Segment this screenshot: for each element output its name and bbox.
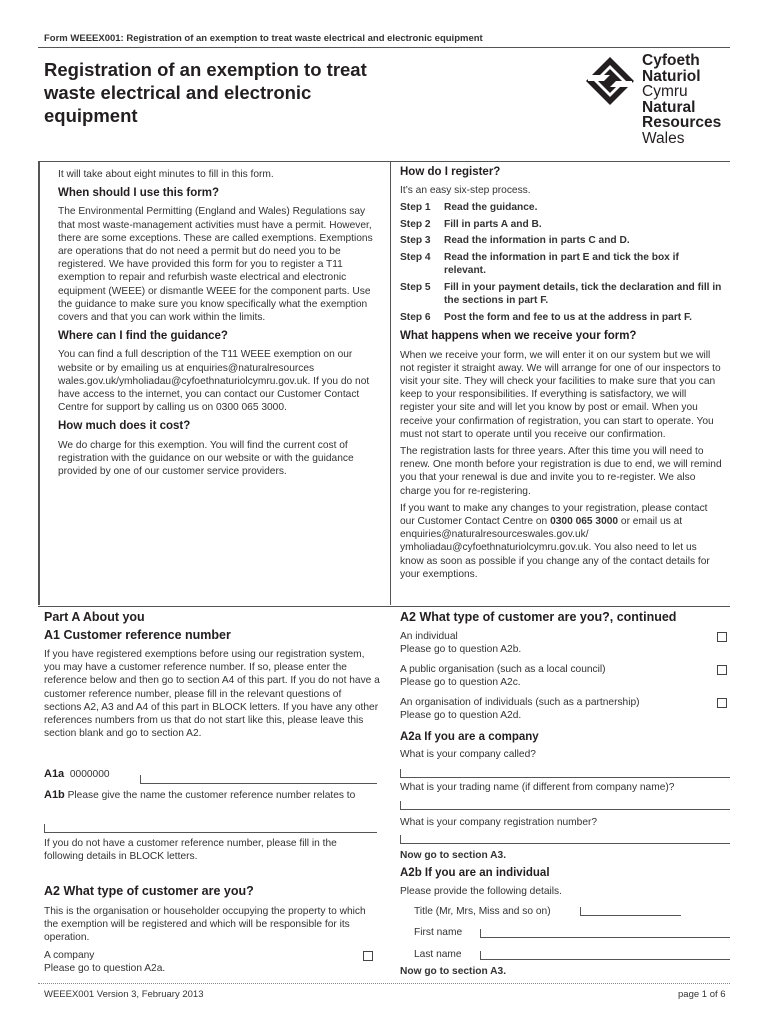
step-item: Step 5 Fill in your payment details, tick the declaration and fill in the sections in part F.: [400, 281, 722, 307]
form-number: Form WEEEX001: Registration of an exemption to treat waste electrical and electronic equipment: [44, 33, 483, 44]
a2a-goto-text: Now go to section A3.: [400, 850, 507, 861]
how-heading: How do I register?: [400, 166, 501, 178]
footer-rule: [38, 983, 730, 984]
a1-text: If you have registered exemptions before using our registration system, you may have a customer reference number. If so, please enter the reference below and then go to section A4 of this part. If you do not have a customer reference number, please fill in the relevant questions of sections A2, A3 and A4 of this part in BLOCK letters. If you have any other references numbers from us that do not start like this, please leave this section blank and go to section A2.: [44, 649, 380, 740]
a2-organisation-option: An organisation of individuals (such as a partnership) Please go to question A2d.: [400, 697, 640, 722]
intro-box-divider: [390, 161, 391, 605]
a2-company-option: A company Please go to question A2a.: [44, 950, 166, 975]
nrw-logo-text: Cyfoeth Naturiol Cymru Natural Resources Wales: [642, 52, 722, 147]
part-a-left: [44, 610, 380, 746]
nrw-logo-icon: [582, 55, 638, 107]
a1a-row: A1a 0000000: [44, 768, 110, 780]
intro-left-column: [58, 168, 380, 482]
a2b-last-name-label: Last name: [414, 949, 462, 960]
intro-box-left-border: [38, 161, 40, 605]
a2b-goto-text: Now go to section A3.: [400, 966, 507, 977]
where-text: You can find a full description of the T11 WEEE exemption on our website or by emailing us at enquiries@naturalresources wales.gov.uk/ymholiadau@cyfoethnaturiolcymru.gov.uk. If you do not have access to the internet, you can contact our Customer Contact Centre for support by calling us on 0300 065 3000.: [58, 349, 370, 414]
page-title: Registration of an exemption to treat waste electrical and electronic equipment: [44, 59, 367, 126]
a2-individual-checkbox[interactable]: [717, 632, 727, 642]
when-text: The Environmental Permitting (England and Wales) Regulations say that most waste-management activities must have a permit. However, there are some exceptions. These are called exemptions. Exemptions are operations that do not need a permit but do need you to be registered. We have provided this form for you to register a T11 exemption to repair and refurbish waste electrical and electronic equipment (WEEE) or dismantle WEEE for the component parts. Use the guidance to make sure you know specifically what the exemption covers and that you can work within the limits.: [58, 206, 373, 324]
a1-heading: A1 Customer reference number: [44, 628, 231, 642]
a2-heading: A2 What type of customer are you?: [44, 884, 254, 898]
what-text-1: When we receive your form, we will enter it on our system but we will not register it straight away. We will arrange for one of our inspectors to visit your site. They will check your facilities to make sure that you can keep to your responsibilities. If everything is satisfactory, we will register your site and will let you know by post or email. When you receive your confirmation of registration, you can start to operate. You must not start to operate until you receive our confirmation.: [400, 349, 721, 440]
when-heading: When should I use this form?: [58, 187, 219, 200]
a1b-row: A1b Please give the name the customer reference number relates to: [44, 789, 356, 801]
a2b-text: Please provide the following details.: [400, 886, 562, 897]
footer-page-number: page 1 of 6: [678, 989, 726, 1000]
a2a-heading: A2a If you are a company: [400, 731, 539, 743]
a1b-input[interactable]: [44, 824, 377, 833]
a2a-registration-number-label: What is your company registration number?: [400, 817, 598, 828]
how-text: It’s an easy six-step process.: [400, 185, 531, 197]
step-item: Step 2 Fill in parts A and B.: [400, 218, 542, 230]
what-text-3: If you want to make any changes to your registration, please contact our Customer Contact Centre on 0300 065 3000 or email us at enquiries@naturalresourceswales.gov.uk/ ymholiadau@cyfoethnaturiolcymru.gov.uk. You also need to let us know as soon as possible if you change any of the contact details for your exemptions.: [400, 502, 710, 580]
step-item: Step 4 Read the information in part E and tick the box if relevant.: [400, 251, 679, 277]
a2b-heading: A2b If you are an individual: [400, 867, 550, 879]
a2b-first-name-input[interactable]: [480, 929, 730, 938]
a2-public-checkbox[interactable]: [717, 665, 727, 675]
a2a-company-name-input[interactable]: [400, 769, 730, 778]
intro-right-column: [400, 166, 722, 585]
header-rule: [38, 47, 730, 48]
cost-text: We do charge for this exemption. You will find the current cost of registration with the guidance on our website or with the guidance provided by one of our customer service providers.: [58, 439, 354, 478]
a1-no-ref-text: If you do not have a customer reference number, please fill in the following details in BLOCK letters.: [44, 838, 337, 863]
a2a-trading-name-label: What is your trading name (if different from company name)?: [400, 782, 675, 793]
step-item: Step 6 Post the form and fee to us at the address in part F.: [400, 311, 692, 323]
a2a-trading-name-input[interactable]: [400, 801, 730, 810]
what-heading: What happens when we receive your form?: [400, 330, 637, 343]
a1a-value: 0000000: [69, 769, 110, 780]
intro-time: It will take about eight minutes to fill in this form.: [58, 169, 274, 180]
a2-continued-heading: A2 What type of customer are you?, continued: [400, 610, 677, 624]
a2b-title-input[interactable]: [580, 907, 681, 916]
a2-text: This is the organisation or householder occupying the property to which the exemption will be registered and which will be responsible for its operation.: [44, 906, 366, 944]
a2-company-checkbox[interactable]: [363, 951, 373, 961]
a2-organisation-checkbox[interactable]: [717, 698, 727, 708]
a2b-title-label: Title (Mr, Mrs, Miss and so on): [414, 906, 551, 917]
footer-version: WEEEX001 Version 3, February 2013: [44, 989, 204, 1000]
a2b-first-name-label: First name: [414, 927, 463, 938]
a2-individual-option: An individual Please go to question A2b.: [400, 631, 522, 656]
what-text-2: The registration lasts for three years. After this time you will need to renew. One month before your registration is due to end, we will remind you that your renewal is due and invite you to re-register. We also charge you for re-registering.: [400, 446, 722, 497]
step-item: Step 1 Read the guidance.: [400, 202, 538, 214]
a2b-last-name-input[interactable]: [480, 951, 730, 960]
a2a-registration-number-input[interactable]: [400, 835, 730, 844]
where-heading: Where can I find the guidance?: [58, 330, 228, 343]
part-a-heading: Part A About you: [44, 610, 145, 624]
steps-list: [400, 201, 722, 324]
step-item: Step 3 Read the information in parts C and D.: [400, 235, 630, 247]
cost-heading: How much does it cost?: [58, 420, 191, 433]
a1a-input[interactable]: [140, 775, 377, 784]
a2a-company-name-label: What is your company called?: [400, 749, 536, 760]
a2-public-option: A public organisation (such as a local council) Please go to question A2c.: [400, 664, 606, 689]
